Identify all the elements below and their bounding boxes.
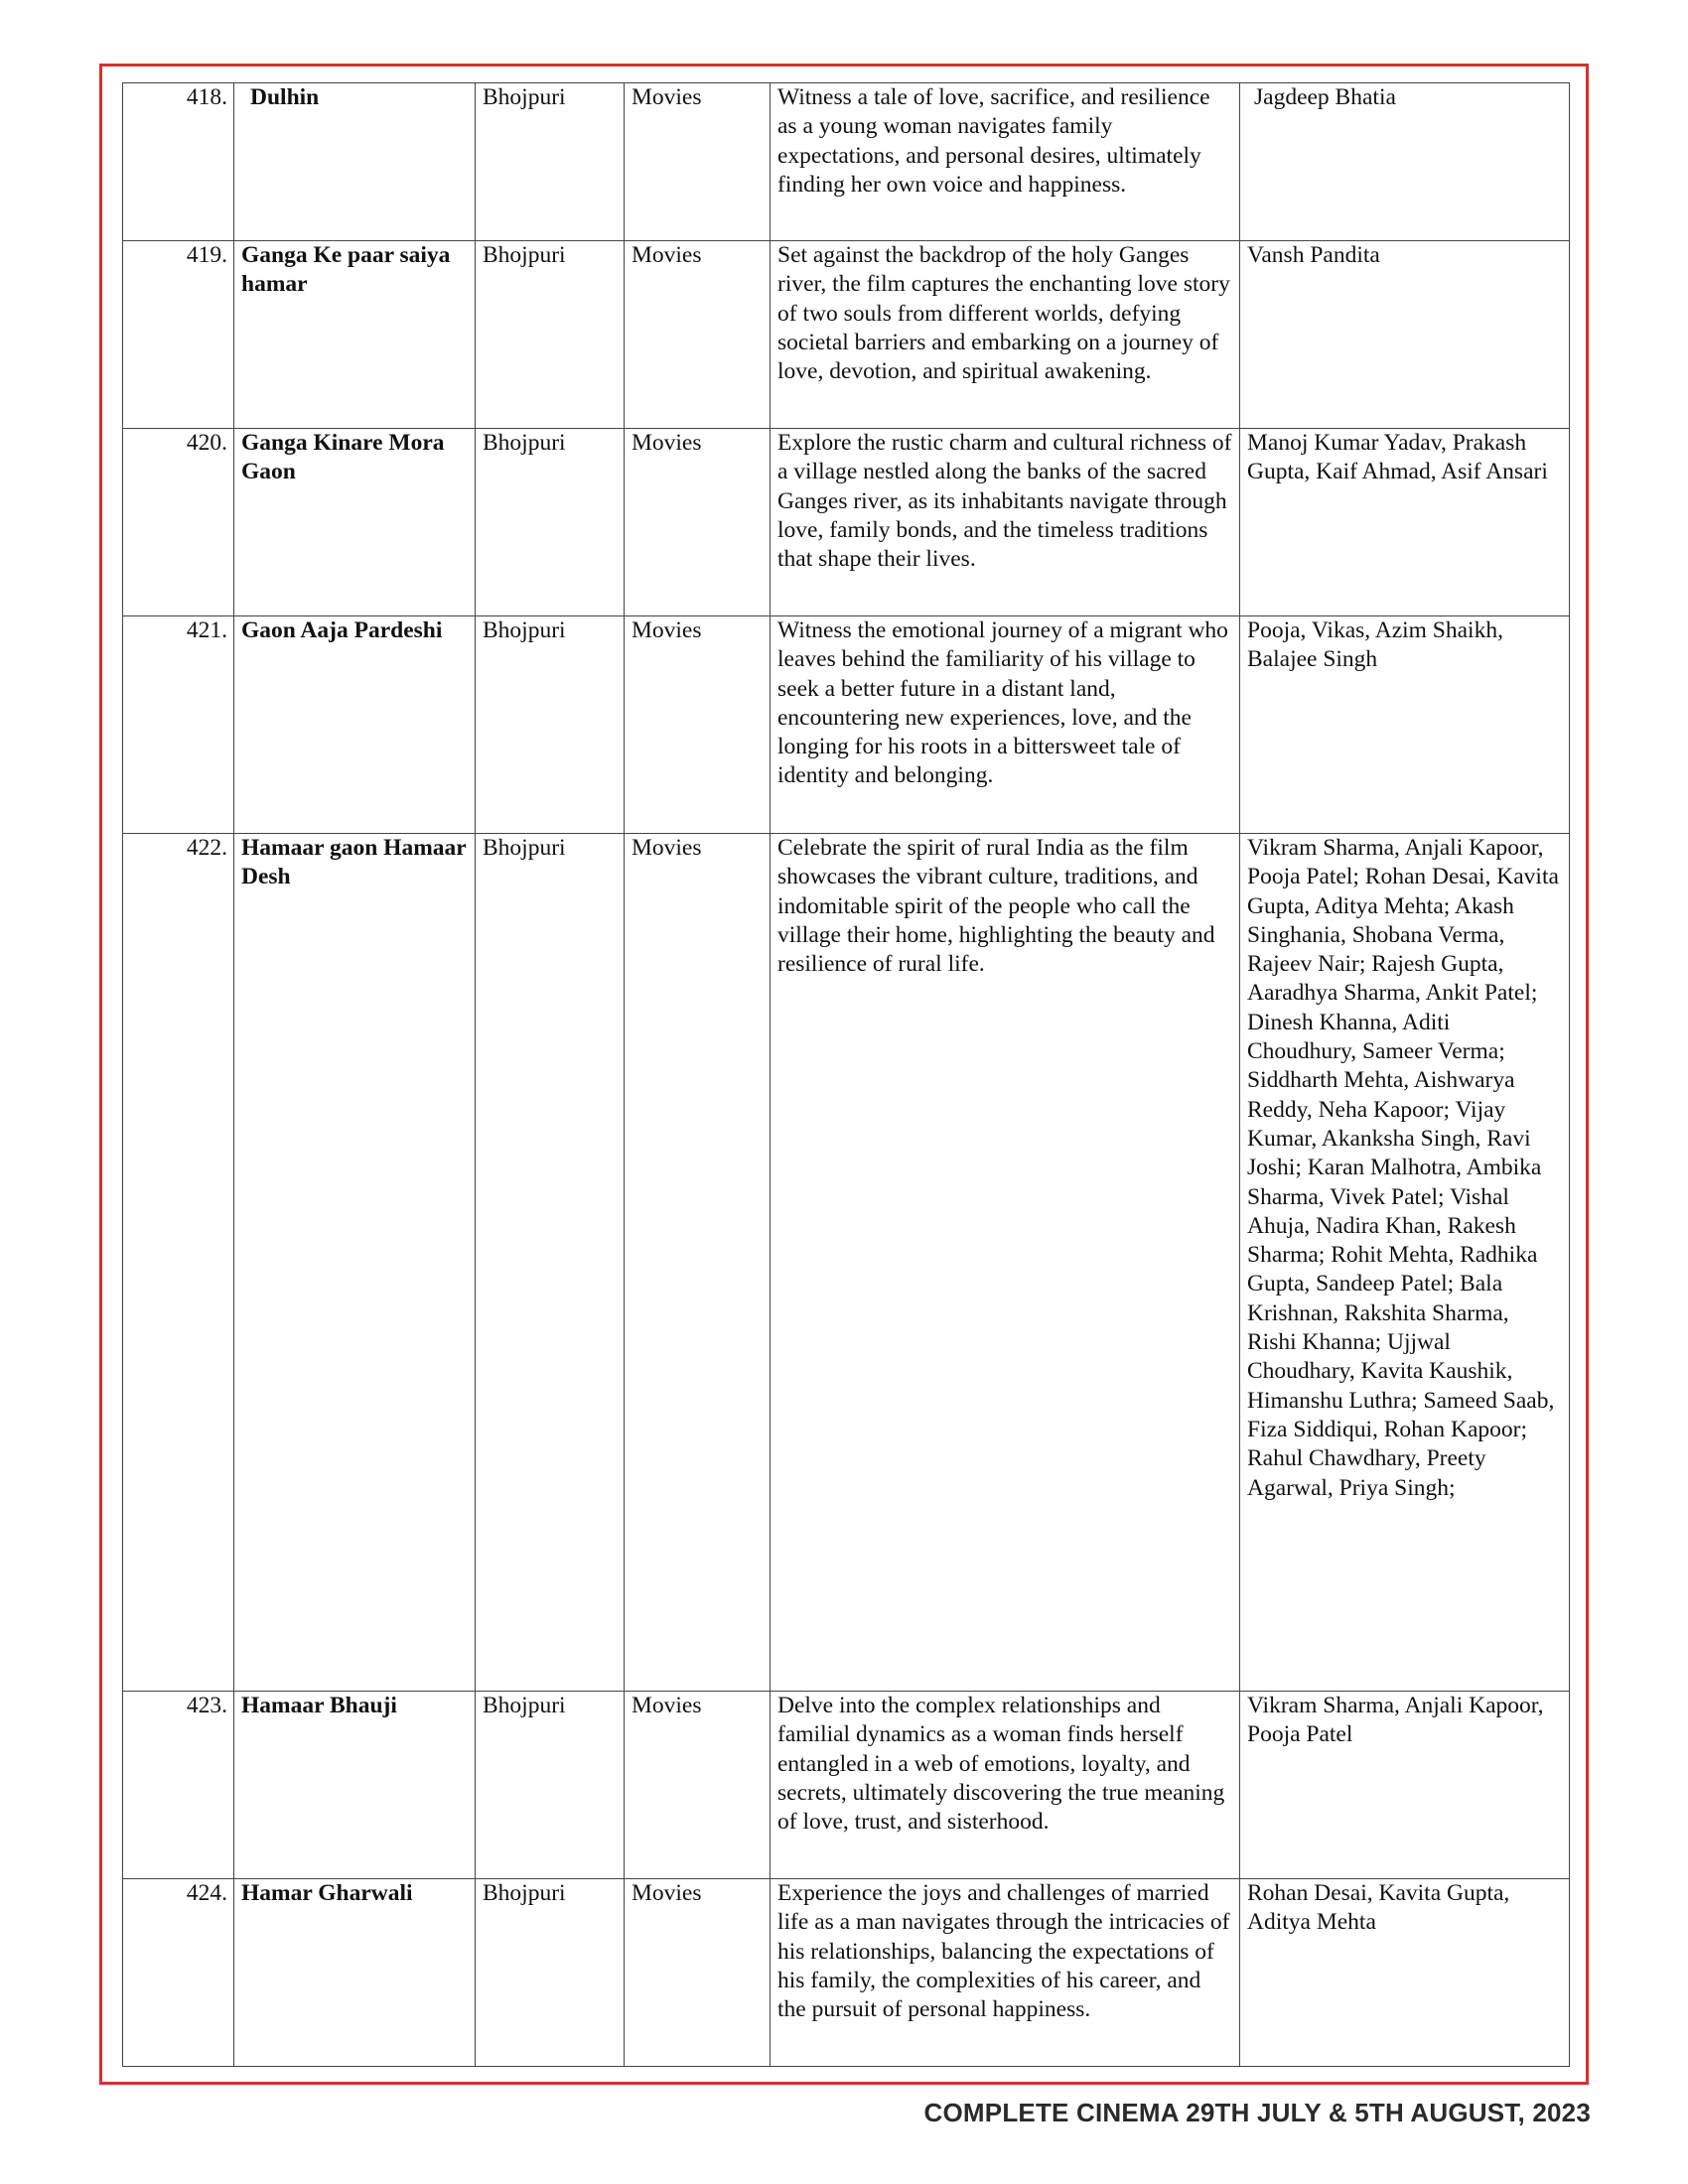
film-title: Ganga Kinare Mora Gaon	[234, 429, 476, 616]
film-title: Gaon Aaja Pardeshi	[234, 616, 476, 834]
synopsis-cell: Delve into the complex relationships and familial dynamics as a woman finds herself entangled in a web of emotions, loyalty, and secrets, ultimately discovering the true meaning of love, trust, and sisterhood.	[771, 1692, 1240, 1879]
entry-number: 424.	[123, 1879, 234, 2067]
entry-number: 421.	[123, 616, 234, 834]
language-cell: Bhojpuri	[476, 83, 625, 241]
synopsis-cell: Experience the joys and challenges of married life as a man navigates through the intricacies of his relationships, balancing the expectations of his family, the complexities of his career, and the pursuit of personal happiness.	[771, 1879, 1240, 2067]
table-row	[123, 834, 1570, 1692]
language-cell: Bhojpuri	[476, 834, 625, 1692]
cast-cell: Pooja, Vikas, Azim Shaikh, Balajee Singh	[1240, 616, 1570, 834]
entry-number: 420.	[123, 429, 234, 616]
cast-cell: Rohan Desai, Kavita Gupta, Aditya Mehta	[1240, 1879, 1570, 2067]
table-row	[123, 616, 1570, 834]
category-cell: Movies	[625, 616, 771, 834]
entry-number: 419.	[123, 241, 234, 429]
cast-cell: Manoj Kumar Yadav, Prakash Gupta, Kaif Ahmad, Asif Ansari	[1240, 429, 1570, 616]
language-cell: Bhojpuri	[476, 1692, 625, 1879]
table-row	[123, 241, 1570, 429]
cast-cell: Jagdeep Bhatia	[1240, 83, 1570, 241]
synopsis-cell: Set against the backdrop of the holy Ganges river, the film captures the enchanting love story of two souls from different worlds, defying societal barriers and embarking on a journey of love, devotion, and spiritual awakening.	[771, 241, 1240, 429]
table-row	[123, 1692, 1570, 1879]
language-cell: Bhojpuri	[476, 241, 625, 429]
category-cell: Movies	[625, 83, 771, 241]
listing-table	[122, 82, 1570, 2067]
table-row	[123, 1879, 1570, 2067]
cast-cell: Vikram Sharma, Anjali Kapoor, Pooja Patel	[1240, 1692, 1570, 1879]
film-title: Hamaar Bhauji	[234, 1692, 476, 1879]
synopsis-cell: Celebrate the spirit of rural India as the film showcases the vibrant culture, traditions, and indomitable spirit of the people who call the village their home, highlighting the beauty and resilience of rural life.	[771, 834, 1240, 1692]
category-cell: Movies	[625, 429, 771, 616]
film-title: Hamar Gharwali	[234, 1879, 476, 2067]
category-cell: Movies	[625, 834, 771, 1692]
film-title: Hamaar gaon Hamaar Desh	[234, 834, 476, 1692]
entry-number: 422.	[123, 834, 234, 1692]
cast-cell: Vansh Pandita	[1240, 241, 1570, 429]
category-cell: Movies	[625, 1692, 771, 1879]
synopsis-cell: Witness the emotional journey of a migrant who leaves behind the familiarity of his village to seek a better future in a distant land, encountering new experiences, love, and the longing for his roots in a bittersweet tale of identity and belonging.	[771, 616, 1240, 834]
film-title: Ganga Ke paar saiya hamar	[234, 241, 476, 429]
category-cell: Movies	[625, 241, 771, 429]
entry-number: 418.	[123, 83, 234, 241]
page-footer: COMPLETE CINEMA 29TH JULY & 5TH AUGUST, 2023	[923, 2098, 1591, 2127]
language-cell: Bhojpuri	[476, 1879, 625, 2067]
table-row	[123, 429, 1570, 616]
film-title: Dulhin	[234, 83, 476, 241]
language-cell: Bhojpuri	[476, 616, 625, 834]
category-cell: Movies	[625, 1879, 771, 2067]
entry-number: 423.	[123, 1692, 234, 1879]
synopsis-cell: Explore the rustic charm and cultural richness of a village nestled along the banks of the sacred Ganges river, as its inhabitants navigate through love, family bonds, and the timeless traditions that shape their lives.	[771, 429, 1240, 616]
synopsis-cell: Witness a tale of love, sacrifice, and resilience as a young woman navigates family expectations, and personal desires, ultimately finding her own voice and happiness.	[771, 83, 1240, 241]
language-cell: Bhojpuri	[476, 429, 625, 616]
cast-cell: Vikram Sharma, Anjali Kapoor, Pooja Patel; Rohan Desai, Kavita Gupta, Aditya Mehta; Akash Singhania, Shobana Verma, Rajeev Nair; Rajesh Gupta, Aaradhya Sharma, Ankit Patel; Dinesh Khanna, Aditi Choudhury, Sameer Verma; Siddharth Mehta, Aishwarya Reddy, Neha Kapoor; Vijay Kumar, Akanksha Singh, Ravi Joshi; Karan Malhotra, Ambika Sharma, Vivek Patel; Vishal Ahuja, Nadira Khan, Rakesh Sharma; Rohit Mehta, Radhika Gupta, Sandeep Patel; Bala Krishnan, Rakshita Sharma, Rishi Khanna; Ujjwal Choudhary, Kavita Kaushik, Himanshu Luthra; Sameed Saab, Fiza Siddiqui, Rohan Kapoor; Rahul Chawdhary, Preety Agarwal, Priya Singh;	[1240, 834, 1570, 1692]
table-row	[123, 83, 1570, 241]
